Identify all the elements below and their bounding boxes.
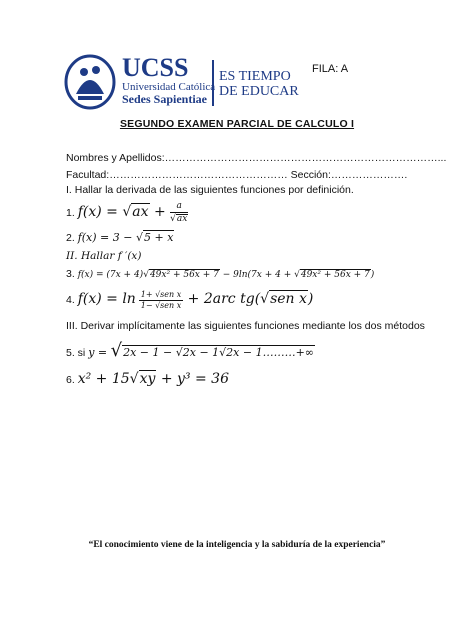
q1-radicand: ax	[132, 203, 149, 220]
q2-number: 2.	[66, 232, 75, 244]
q2-lhs: f(x) = 3 −	[77, 231, 136, 244]
q3-part-a: f(x) = (7x + 4)	[77, 270, 144, 280]
names-line	[66, 152, 446, 164]
q4-end: )	[307, 291, 314, 307]
part2-heading	[66, 250, 141, 262]
question-2	[66, 230, 174, 244]
logo-slogan-2: DE EDUCAR	[219, 84, 299, 99]
q5-radicand: 2x − 1 − √2x − 1√2x − 1………+∞	[123, 346, 314, 359]
question-1	[66, 202, 188, 224]
q6-number: 6.	[66, 374, 75, 386]
logo-campus-text: Sedes Sapientiae	[122, 92, 208, 106]
q3-sqrt-sign-1: √	[143, 270, 149, 280]
faculty-dots: ……………………………………………	[109, 169, 288, 181]
q5-lhs: y =	[88, 346, 111, 359]
q1-number: 1.	[66, 206, 75, 219]
q1-lhs: f(x) =	[77, 203, 123, 220]
q3-number: 3.	[66, 268, 75, 280]
names-label: Nombres y Apellidos:	[66, 152, 165, 164]
row-label: FILA: A	[312, 63, 349, 75]
q1-fraction	[170, 202, 188, 224]
q2-sqrt-sign: √	[135, 231, 143, 244]
university-logo	[62, 46, 302, 116]
q4-fraction-num: 1+ √sen x	[140, 289, 182, 299]
logo-slogan-1: ES TIEMPO	[219, 69, 291, 84]
q3-part-b: − 9ln(7x + 4 +	[219, 270, 295, 280]
q2-radicand: 5 + x	[143, 231, 174, 244]
q3-radicand-1: 49x² + 56x + 7	[149, 270, 219, 280]
q1-fraction-num: a	[170, 202, 188, 213]
q4-sqrt-sign: √	[260, 291, 270, 307]
q4-number: 4.	[66, 294, 75, 306]
q3-sqrt-sign-2: √	[294, 270, 300, 280]
logo-ucss-text: UCSS	[122, 53, 189, 82]
footer-quote: “El conocimiento viene de la inteligencia y la sabiduría de la experiencia”	[88, 540, 386, 550]
emblem-icon	[66, 56, 114, 108]
question-3	[66, 268, 374, 280]
q1-fraction-den: √ax	[170, 214, 188, 224]
q1-plus: +	[149, 203, 171, 220]
q6-expr-a: x² + 15	[77, 371, 130, 387]
question-4	[66, 290, 313, 310]
q4-lhs: f(x) = ln	[77, 291, 136, 307]
q1-sqrt-sign: √	[122, 203, 132, 220]
part1-heading: I. Hallar la derivada de las siguientes funciones por definición.	[66, 184, 354, 196]
faculty-label: Facultad:	[66, 169, 110, 181]
q3-radicand-2: 49x² + 56x + 7	[300, 270, 370, 280]
q6-expr-b: + y³ = 36	[156, 371, 229, 387]
exam-title: SEGUNDO EXAMEN PARCIAL DE CALCULO I	[119, 118, 355, 130]
q6-sqrt-sign: √	[129, 371, 139, 387]
q4-fraction	[139, 291, 183, 310]
q3-part-c: )	[370, 270, 375, 280]
section-dots: ………………….	[330, 169, 408, 181]
question-5	[66, 340, 315, 361]
q5-sqrt-sign: √	[110, 340, 123, 361]
q6-radicand: xy	[139, 371, 156, 387]
part2-heading-text: II. Hallar f ′(x)	[66, 250, 142, 262]
q5-number: 5. si	[66, 347, 86, 359]
question-6	[66, 370, 229, 387]
part3-heading: III. Derivar implícitamente las siguientes funciones mediante los dos métodos	[66, 320, 425, 332]
section-label: Sección:	[290, 169, 331, 181]
q4-radicand: sen x	[270, 291, 307, 307]
faculty-line	[66, 169, 407, 181]
q4-fraction-den: 1− √sen x	[140, 300, 182, 310]
names-dots: ……………………………………………………………………...	[164, 152, 447, 164]
logo-university-text: Universidad Católica	[122, 81, 216, 93]
q4-rhs: + 2arc tg(	[183, 291, 261, 307]
